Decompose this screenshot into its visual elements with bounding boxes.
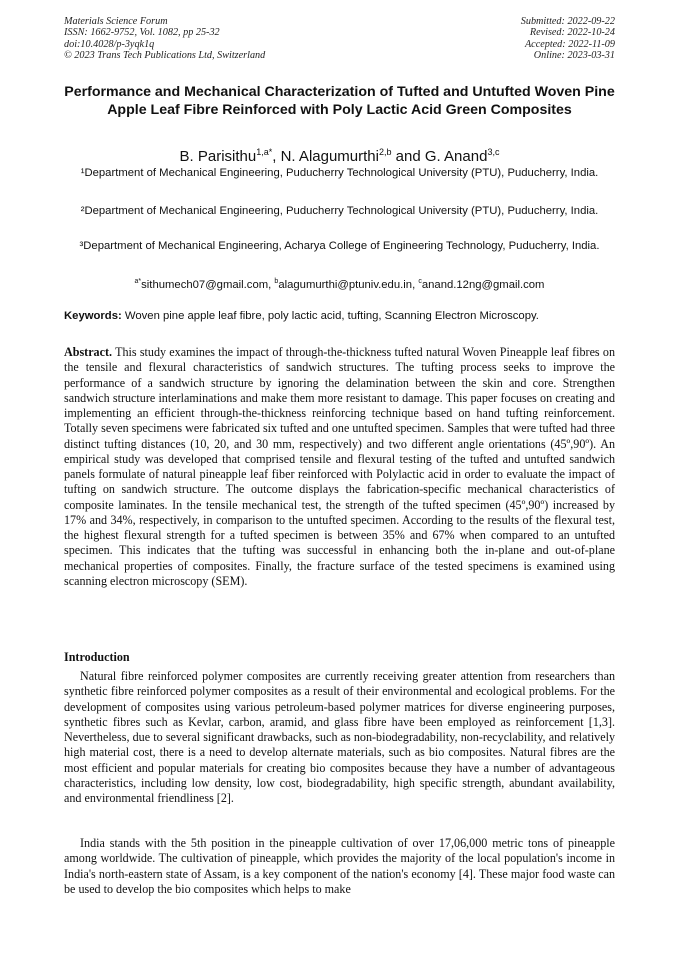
keywords-label: Keywords: (64, 310, 122, 322)
abstract-label: Abstract. (64, 345, 113, 359)
author-separator: and (391, 148, 425, 165)
author-separator: , (272, 148, 281, 165)
abstract-text: This study examines the impact of through-the-thickness tufted natural Woven Pineapple leaf fibres on the tensile and flexural characteristics of sandwich structures. The tufting process seeks to improve the performance of a sandwich structure by ignoring the delamination between the skin and core. Strengthen sandwich structure interlaminations and make them more resistant to damage. This paper focuses on creating and implementing an efficient through-the-thickness reinforcing technique based on hand tufting reinforcement. Totally seven specimens were fabricated six tufted and one untufted specimen. Samples that were tufted had three distinct tufting distances (10, 20, and 30 mm, respectively) and two different angle orientations (45º,90º). An empirical study was developed that comprised tensile and flexural testing of the tufted and untufted sandwich panels formulate of natural pineapple leaf fiber reinforced with Polylactic acid in order to evaluate the impact of tufting on sandwich structure. The outcome displays the fabrication-specific mechanical characteristics of composite laminates. In the tensile mechanical test, the strength of the tufted specimen (45º,90º) increased by 17% and 34%, respectively, in comparison to the untufted specimen. According to the results of the flexural test, the highest flexural strength for a tufted specimen is between 35% and 67% when compared to an untufted specimen. This indicates that the tufting was successful in enhancing both the in-plane and out-of-plane mechanical properties of composites. Finally, the fracture surface of the tested specimens is examined using scanning electron microscopy (SEM). (64, 345, 615, 588)
journal-info (64, 16, 265, 61)
email-link[interactable]: alagumurthi@ptuniv.edu.in (278, 278, 413, 291)
abstract (64, 345, 615, 589)
revised-date: Revised: 2022-10-24 (529, 27, 615, 39)
author-list (64, 143, 615, 166)
email-separator: , (412, 278, 419, 291)
author-affiliation-mark: 1,a* (256, 147, 273, 157)
email-mark: a* (134, 278, 142, 285)
email-mark: c (418, 278, 422, 285)
author-emails (64, 274, 615, 293)
issn: ISSN: 1662-9752, Vol. 1082, pp 25-32 (64, 27, 220, 39)
introduction-heading: Introduction (64, 650, 130, 664)
keywords (64, 309, 615, 324)
journal-name: Materials Science Forum (64, 16, 168, 27)
affiliation-3: ³Department of Mechanical Engineering, Acharya College of Engineering Technology, Puducherry, India. (79, 240, 600, 252)
email-separator: , (268, 278, 275, 291)
paper-title: Performance and Mechanical Characterization of Tufted and Untufted Woven Pine Apple Leaf Fibre Reinforced with Poly Lactic Acid Green Composites (64, 84, 615, 118)
author-affiliation-mark: 3,c (487, 147, 500, 157)
online-date: Online: 2023-03-31 (533, 49, 615, 61)
email-link[interactable]: sithumech07@gmail.com (141, 278, 269, 291)
doi[interactable]: doi:10.4028/p-3yqk1q (64, 38, 155, 50)
introduction-paragraph-2: India stands with the 5th position in the pineapple cultivation of over 17,06,000 metric tons of pineapple among worldwide. The cultivation of pineapple, which provides the majority of the local population's income in India's north-eastern state of Assam, is a key component of the nation's economy [4]. These major food waste can be used to develop the bio composites which helps to make (64, 836, 615, 896)
affiliation-2: ²Department of Mechanical Engineering, Puducherry Technological University (PTU), Puducherry, India. (80, 205, 599, 217)
author-name: G. Anand (424, 148, 488, 165)
email-link[interactable]: anand.12ng@gmail.com (421, 278, 545, 291)
author-name: B. Parisithu (179, 148, 257, 165)
publication-dates (521, 16, 615, 61)
email-mark: b (274, 278, 279, 285)
submitted-date: Submitted: 2022-09-22 (520, 16, 615, 27)
keywords-text: Woven pine apple leaf fibre, poly lactic acid, tufting, Scanning Electron Microscopy. (124, 310, 539, 322)
author-name: N. Alagumurthi (280, 148, 379, 165)
introduction-paragraph-1: Natural fibre reinforced polymer composites are currently receiving greater attention from researchers than synthetic fibre reinforced polymer composites as a result of their environmental and ecological problems. For the development of composites using various petroleum-based polymer matrices for diverse engineering purposes, synthetic fibres such as Kevlar, carbon, aramid, and glass fibre have been employed as reinforcement [1,3]. Nevertheless, due to several significant drawbacks, such as non-biodegradability, non-recyclability, and relatively high material cost, there is a need to develop alternate materials, such as bio composites. Natural fibres are the most efficient and popular materials for creating bio composites because they have a number of advantageous characteristics, including low density, low cost, biodegradability, high specific strength, abundant availability, and environmental friendliness [2]. (64, 669, 615, 805)
accepted-date: Accepted: 2022-11-09 (524, 38, 615, 50)
affiliation-1: ¹Department of Mechanical Engineering, Puducherry Technological University (PTU), Puducherry, India. (80, 167, 599, 179)
copyright: © 2023 Trans Tech Publications Ltd, Switzerland (64, 49, 266, 61)
author-affiliation-mark: 2,b (378, 147, 392, 157)
